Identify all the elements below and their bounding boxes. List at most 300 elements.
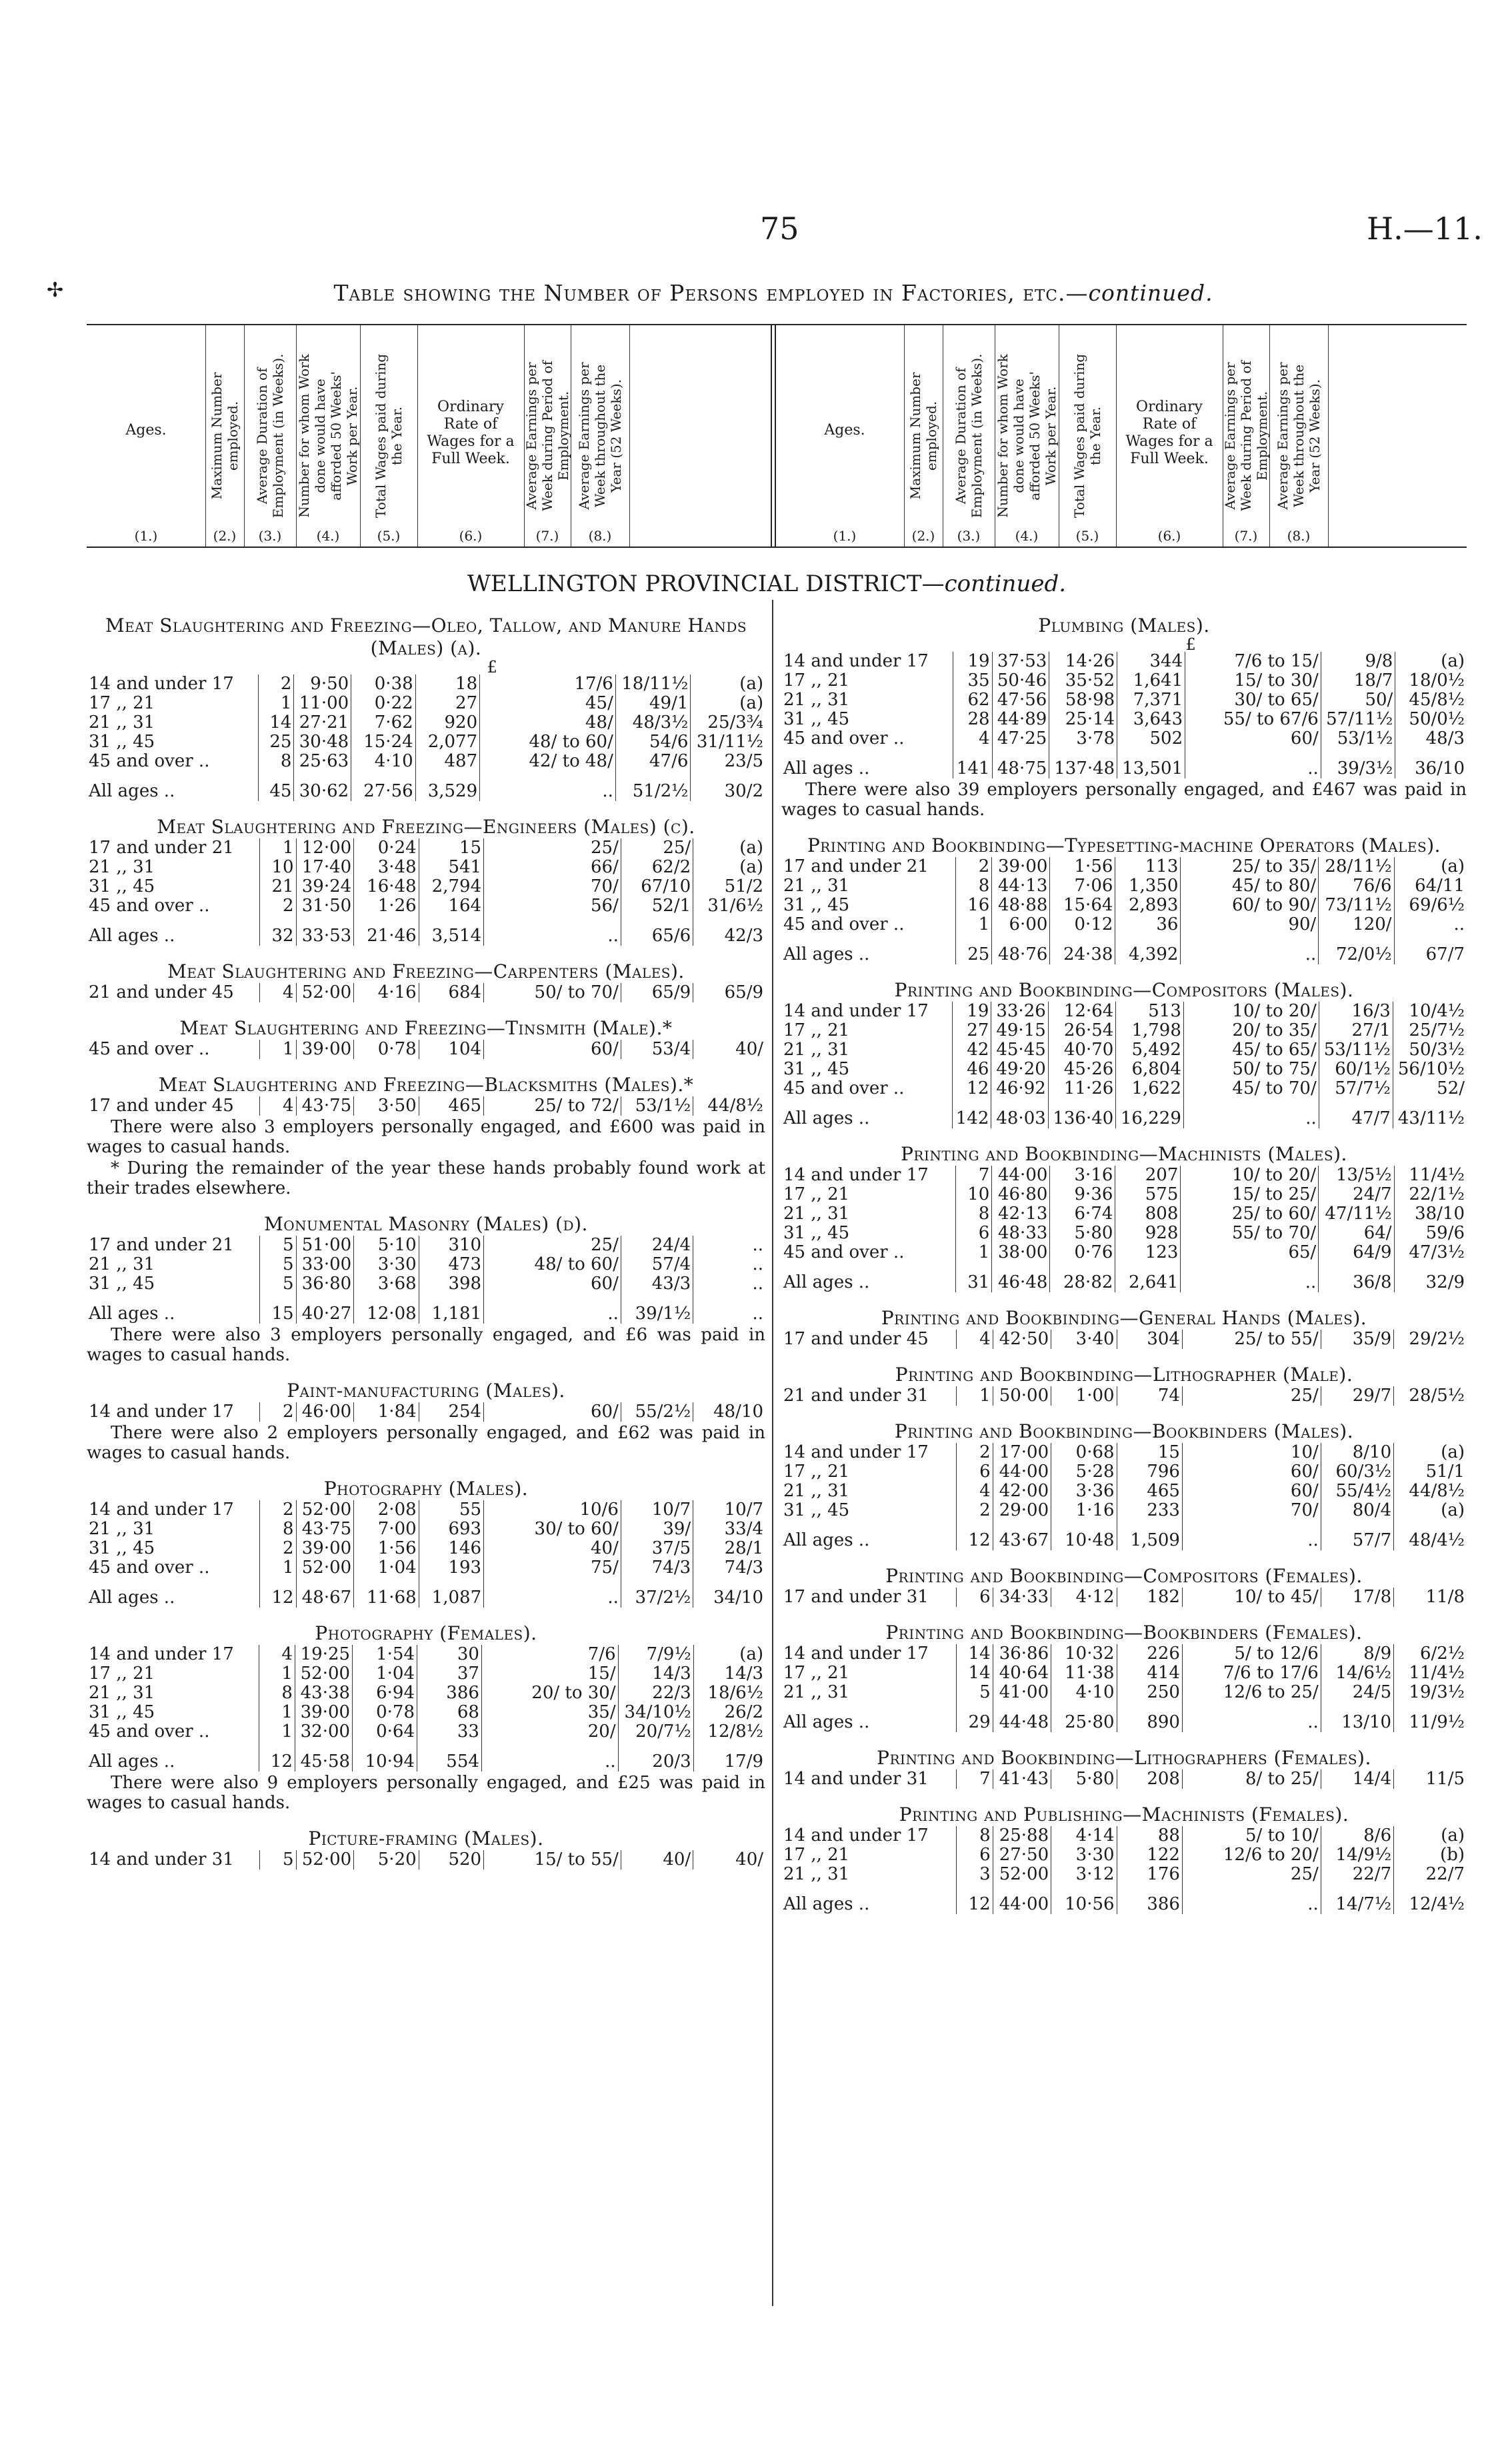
total-row bbox=[781, 934, 1467, 964]
value-cell: 6 bbox=[955, 1224, 991, 1243]
value-cell: 11/4½ bbox=[1394, 1664, 1467, 1683]
value-cell: (a) bbox=[1394, 1501, 1467, 1520]
table-row bbox=[87, 1539, 765, 1558]
value-cell: 25·63 bbox=[294, 752, 351, 771]
column-header-7: Average Earnings per Week during Period of Employment. (7.) bbox=[1223, 325, 1270, 547]
value-cell: 44·48 bbox=[993, 1702, 1051, 1732]
value-cell: 50·46 bbox=[992, 671, 1049, 690]
value-cell: 25/ to 60/ bbox=[1181, 1204, 1319, 1224]
value-cell: 35·52 bbox=[1049, 671, 1117, 690]
column-header-1: Ages. (1.) bbox=[87, 325, 206, 547]
age-cell: 21 ,, 31 bbox=[89, 1254, 155, 1274]
value-cell: 4·10 bbox=[1051, 1683, 1117, 1702]
data-table bbox=[781, 1443, 1467, 1550]
value-cell: (a) bbox=[1394, 1826, 1467, 1846]
data-table bbox=[87, 838, 765, 946]
total-row bbox=[781, 1098, 1467, 1128]
table-row bbox=[781, 1588, 1467, 1607]
data-table bbox=[781, 1588, 1467, 1607]
table-row bbox=[781, 1224, 1467, 1243]
value-cell: 37/5 bbox=[621, 1539, 693, 1558]
value-cell: 0·78 bbox=[354, 1040, 419, 1059]
value-cell: 27 bbox=[952, 1021, 991, 1040]
value-cell: 27/1 bbox=[1319, 1021, 1393, 1040]
value-cell: .. bbox=[693, 1294, 765, 1324]
value-cell: 10/7 bbox=[693, 1500, 765, 1520]
value-cell: 2·08 bbox=[354, 1500, 419, 1520]
value-cell: 29·00 bbox=[993, 1501, 1051, 1520]
age-cell: 21 ,, 31 bbox=[783, 1040, 850, 1060]
value-cell: 2 bbox=[956, 1501, 993, 1520]
value-cell: 15/ to 30/ bbox=[1185, 671, 1321, 690]
value-cell: 20/ to 30/ bbox=[481, 1684, 618, 1703]
value-cell: 40/ bbox=[484, 1539, 621, 1558]
data-table bbox=[781, 1330, 1467, 1349]
value-cell: 51/2 bbox=[693, 877, 765, 896]
age-cell: 45 and over .. bbox=[783, 728, 905, 748]
value-cell: 39·00 bbox=[296, 1539, 354, 1558]
table-row bbox=[781, 876, 1467, 896]
value-cell: 41·43 bbox=[993, 1770, 1051, 1789]
value-cell: 16/3 bbox=[1319, 1002, 1393, 1021]
value-cell: 10·56 bbox=[1051, 1884, 1117, 1914]
value-cell: 6·74 bbox=[1050, 1204, 1115, 1224]
value-cell: 52·00 bbox=[296, 1500, 354, 1520]
age-cell: 45 and over .. bbox=[783, 1242, 905, 1262]
value-cell: 5·80 bbox=[1050, 1224, 1115, 1243]
value-cell: (a) bbox=[691, 694, 765, 713]
value-cell: 12/6 to 25/ bbox=[1182, 1683, 1321, 1702]
column-header-2: Maximum Number employed. (2.) bbox=[904, 325, 943, 547]
value-cell: 52/ bbox=[1393, 1079, 1467, 1098]
value-cell: 4 bbox=[259, 1645, 295, 1664]
value-cell: 13/5½ bbox=[1319, 1166, 1394, 1185]
value-cell: 59/6 bbox=[1394, 1224, 1467, 1243]
age-cell: All ages .. bbox=[89, 1304, 175, 1324]
table-row bbox=[781, 1079, 1467, 1098]
value-cell: 1 bbox=[260, 1558, 296, 1578]
table-title: Table showing the Number of Persons employed in Factories, etc.—continued. bbox=[333, 280, 1213, 306]
age-cell: 21 ,, 31 bbox=[783, 1682, 850, 1702]
value-cell: 20/7½ bbox=[618, 1722, 693, 1742]
value-cell: 26/2 bbox=[693, 1703, 765, 1722]
value-cell: 104 bbox=[419, 1040, 483, 1059]
age-cell: 14 and under 31 bbox=[783, 1769, 929, 1789]
value-cell: 1·84 bbox=[354, 1402, 419, 1422]
value-cell: 24/7 bbox=[1319, 1185, 1394, 1204]
age-cell: 21 ,, 31 bbox=[783, 1481, 850, 1501]
value-cell: 51/2½ bbox=[615, 771, 691, 801]
value-cell: 5 bbox=[260, 1255, 296, 1274]
value-cell: 19·25 bbox=[295, 1645, 352, 1664]
value-cell: 36 bbox=[1115, 915, 1181, 934]
value-cell: (b) bbox=[1394, 1846, 1467, 1865]
age-cell: 21 ,, 31 bbox=[783, 1204, 850, 1224]
value-cell: 56/ bbox=[484, 896, 621, 916]
value-cell: 6,804 bbox=[1116, 1060, 1184, 1079]
value-cell: 10·94 bbox=[353, 1742, 417, 1772]
value-cell: 57/7 bbox=[1321, 1520, 1393, 1550]
value-cell: 304 bbox=[1117, 1330, 1182, 1349]
table-row bbox=[87, 713, 765, 732]
value-cell: 4·10 bbox=[351, 752, 415, 771]
age-cell: 31 ,, 45 bbox=[783, 1059, 850, 1079]
value-cell: 7·62 bbox=[351, 713, 415, 732]
table-section bbox=[781, 1307, 1467, 1349]
section-title: Printing and Bookbinding—Machinists (Males). bbox=[901, 1143, 1347, 1165]
table-section bbox=[87, 1478, 765, 1608]
value-cell: 76/6 bbox=[1319, 876, 1394, 896]
table-row bbox=[87, 1096, 765, 1116]
section-note: There were also 39 employers personally engaged, and £467 was paid in wages to casual hands. bbox=[781, 780, 1467, 820]
table-section bbox=[87, 1213, 765, 1365]
value-cell: 2 bbox=[260, 1539, 296, 1558]
age-cell: 17 ,, 21 bbox=[783, 1845, 850, 1865]
data-table bbox=[87, 1500, 765, 1608]
table-row bbox=[87, 1040, 765, 1059]
value-cell: 74/3 bbox=[621, 1558, 693, 1578]
value-cell: 17/8 bbox=[1321, 1588, 1393, 1607]
value-cell: 1·04 bbox=[354, 1558, 419, 1578]
value-cell: 43/11½ bbox=[1393, 1098, 1467, 1128]
value-cell: 0·76 bbox=[1050, 1243, 1115, 1262]
table-row bbox=[781, 1501, 1467, 1520]
table-section bbox=[781, 1364, 1467, 1406]
value-cell: 3·30 bbox=[354, 1255, 419, 1274]
value-cell: 11·00 bbox=[294, 694, 351, 713]
value-cell: 65/9 bbox=[693, 983, 765, 1002]
section-title: Printing and Bookbinding—Bookbinders (Females). bbox=[885, 1622, 1363, 1644]
value-cell: .. bbox=[484, 916, 621, 946]
data-table bbox=[781, 857, 1467, 964]
column-header-3: Average Duration of Employment (in Weeks). (3.) bbox=[244, 325, 297, 547]
section-title: Meat Slaughtering and Freezing—Blacksmiths (Males).* bbox=[158, 1074, 694, 1096]
value-cell: 920 bbox=[415, 713, 479, 732]
value-cell: 2 bbox=[956, 1443, 993, 1462]
total-row bbox=[781, 1520, 1467, 1550]
value-cell: 796 bbox=[1117, 1462, 1182, 1482]
value-cell: .. bbox=[1185, 748, 1321, 778]
value-cell: 20/ bbox=[481, 1722, 618, 1742]
value-cell: 12 bbox=[259, 1742, 295, 1772]
table-row bbox=[781, 1482, 1467, 1501]
value-cell: 12 bbox=[956, 1520, 993, 1550]
value-cell: 15/ to 55/ bbox=[484, 1850, 621, 1869]
table-row bbox=[781, 1443, 1467, 1462]
age-cell: 17 ,, 21 bbox=[89, 693, 155, 713]
age-cell: 17 and under 45 bbox=[783, 1329, 929, 1349]
value-cell: 65/6 bbox=[621, 916, 693, 946]
value-cell: 39/1½ bbox=[621, 1294, 693, 1324]
value-cell: 113 bbox=[1115, 857, 1181, 876]
value-cell: .. bbox=[693, 1274, 765, 1294]
value-cell: 15 bbox=[419, 838, 483, 858]
value-cell: 55 bbox=[419, 1500, 483, 1520]
value-cell: 11·38 bbox=[1051, 1664, 1117, 1683]
data-table bbox=[87, 1236, 765, 1324]
value-cell: 9·36 bbox=[1050, 1185, 1115, 1204]
pound-unit-label: £ bbox=[487, 658, 497, 676]
value-cell: 3·50 bbox=[354, 1096, 419, 1116]
value-cell: 34·33 bbox=[993, 1588, 1051, 1607]
section-title: Meat Slaughtering and Freezing—Carpenters (Males). bbox=[167, 960, 685, 982]
total-row bbox=[781, 1702, 1467, 1732]
column-header-4: Number for whom Work done would have afforded 50 Weeks' Work per Year. (4.) bbox=[296, 325, 361, 547]
value-cell: 50/0½ bbox=[1395, 710, 1467, 729]
value-cell: 30/ to 65/ bbox=[1185, 690, 1321, 710]
value-cell: 520 bbox=[419, 1850, 483, 1869]
value-cell: 48/ bbox=[480, 713, 616, 732]
value-cell: 808 bbox=[1115, 1204, 1181, 1224]
data-table bbox=[781, 1826, 1467, 1914]
value-cell: 28/5½ bbox=[1394, 1386, 1467, 1406]
value-cell: (a) bbox=[693, 838, 765, 858]
value-cell: 14 bbox=[956, 1644, 993, 1664]
value-cell: 15/ bbox=[481, 1664, 618, 1684]
data-table bbox=[781, 1166, 1467, 1292]
value-cell: 48/4½ bbox=[1394, 1520, 1467, 1550]
value-cell: 60/ bbox=[1185, 729, 1321, 748]
value-cell: 12·64 bbox=[1048, 1002, 1116, 1021]
value-cell: 17·00 bbox=[993, 1443, 1051, 1462]
value-cell: 7/9½ bbox=[618, 1645, 693, 1664]
value-cell: 40·70 bbox=[1048, 1040, 1116, 1060]
age-cell: 45 and over .. bbox=[89, 1722, 210, 1742]
table-row bbox=[781, 1846, 1467, 1865]
value-cell: 58·98 bbox=[1049, 690, 1117, 710]
value-cell: 33·00 bbox=[296, 1255, 354, 1274]
age-cell: 21 and under 45 bbox=[89, 982, 234, 1002]
value-cell: 53/4 bbox=[621, 1040, 693, 1059]
value-cell: 136·40 bbox=[1048, 1098, 1116, 1128]
value-cell: 45/ bbox=[480, 694, 616, 713]
value-cell: 60/ bbox=[1182, 1482, 1321, 1501]
age-cell: 14 and under 17 bbox=[783, 1644, 929, 1664]
value-cell: 19/3½ bbox=[1394, 1683, 1467, 1702]
value-cell: 928 bbox=[1115, 1224, 1181, 1243]
age-cell: 21 ,, 31 bbox=[783, 876, 850, 896]
value-cell: 3·40 bbox=[1051, 1330, 1117, 1349]
value-cell: 344 bbox=[1117, 652, 1185, 671]
data-table bbox=[87, 1402, 765, 1422]
value-cell: 44·00 bbox=[993, 1884, 1051, 1914]
value-cell: 1 bbox=[956, 1386, 993, 1406]
data-table bbox=[781, 1002, 1467, 1128]
value-cell: 22/7 bbox=[1394, 1865, 1467, 1884]
age-cell: 31 ,, 45 bbox=[89, 1274, 155, 1294]
value-cell: 31/11½ bbox=[691, 732, 765, 752]
value-cell: 34/10½ bbox=[618, 1703, 693, 1722]
age-cell: 17 and under 31 bbox=[783, 1587, 929, 1607]
age-cell: 45 and over .. bbox=[783, 1078, 905, 1098]
value-cell: 8/10 bbox=[1321, 1443, 1393, 1462]
value-cell: 1,087 bbox=[419, 1578, 483, 1608]
table-row bbox=[87, 1402, 765, 1422]
age-cell: 14 and under 17 bbox=[783, 1826, 929, 1846]
value-cell: .. bbox=[1181, 934, 1319, 964]
value-cell: 45/ to 65/ bbox=[1183, 1040, 1319, 1060]
table-row bbox=[87, 1664, 765, 1684]
value-cell: 53/1½ bbox=[621, 1096, 693, 1116]
table-row bbox=[87, 1645, 765, 1664]
value-cell: 465 bbox=[1117, 1482, 1182, 1501]
value-cell: 5·10 bbox=[354, 1236, 419, 1255]
value-cell: 554 bbox=[417, 1742, 482, 1772]
value-cell: 48/10 bbox=[693, 1402, 765, 1422]
value-cell: 176 bbox=[1117, 1865, 1182, 1884]
value-cell: 8 bbox=[259, 1684, 295, 1703]
value-cell: 12/4½ bbox=[1394, 1884, 1467, 1914]
district-heading: WELLINGTON PROVINCIAL DISTRICT—continued. bbox=[467, 571, 1067, 597]
section-note: * During the remainder of the year these hands probably found work at their trades elsewhere. bbox=[87, 1158, 765, 1198]
value-cell: 233 bbox=[1117, 1501, 1182, 1520]
value-cell: 14/9½ bbox=[1321, 1846, 1393, 1865]
table-row bbox=[781, 896, 1467, 915]
value-cell: 44·00 bbox=[993, 1462, 1051, 1482]
value-cell: 15·64 bbox=[1050, 896, 1115, 915]
value-cell: 66/ bbox=[484, 858, 621, 877]
value-cell: 44·00 bbox=[992, 1166, 1050, 1185]
section-title: Meat Slaughtering and Freezing—Oleo, Tallow, and Manure Hands (Males) (a). bbox=[105, 615, 747, 659]
value-cell: 44/8½ bbox=[1394, 1482, 1467, 1501]
value-cell: 890 bbox=[1117, 1702, 1182, 1732]
value-cell: 53/11½ bbox=[1319, 1040, 1393, 1060]
value-cell: 1,509 bbox=[1117, 1520, 1182, 1550]
value-cell: 5 bbox=[956, 1683, 993, 1702]
table-row bbox=[781, 1166, 1467, 1185]
age-cell: 21 ,, 31 bbox=[783, 690, 850, 710]
value-cell: 42 bbox=[952, 1040, 991, 1060]
value-cell: 12·00 bbox=[296, 838, 354, 858]
table-row bbox=[87, 838, 765, 858]
value-cell: .. bbox=[693, 1236, 765, 1255]
value-cell: 1 bbox=[259, 1722, 295, 1742]
section-note: There were also 9 employers personally engaged, and £25 was paid in wages to casual hands. bbox=[87, 1773, 765, 1813]
value-cell: 141 bbox=[953, 748, 992, 778]
value-cell: 25/ bbox=[1182, 1865, 1321, 1884]
value-cell: 2,077 bbox=[415, 732, 479, 752]
value-cell: 11/5 bbox=[1394, 1770, 1467, 1789]
table-row bbox=[87, 877, 765, 896]
value-cell: 74 bbox=[1117, 1386, 1182, 1406]
value-cell: 54/6 bbox=[615, 732, 691, 752]
table-row bbox=[781, 729, 1467, 748]
value-cell: 3·30 bbox=[1051, 1846, 1117, 1865]
value-cell: 2 bbox=[955, 857, 991, 876]
value-cell: 60/ bbox=[484, 1402, 621, 1422]
age-cell: 17 and under 21 bbox=[89, 838, 234, 858]
table-row bbox=[87, 752, 765, 771]
value-cell: 52/1 bbox=[621, 896, 693, 916]
value-cell: 15 bbox=[260, 1294, 296, 1324]
value-cell: 36·80 bbox=[296, 1274, 354, 1294]
value-cell: (a) bbox=[693, 858, 765, 877]
value-cell: 1 bbox=[955, 1243, 991, 1262]
section-note: There were also 3 employers personally engaged, and £6 was paid in wages to casual hands. bbox=[87, 1325, 765, 1365]
value-cell: 10/ to 45/ bbox=[1182, 1588, 1321, 1607]
value-cell: 65/9 bbox=[621, 983, 693, 1002]
table-row bbox=[781, 1243, 1467, 1262]
margin-mark-icon: ✢ bbox=[47, 279, 64, 302]
value-cell: 18/7 bbox=[1321, 671, 1395, 690]
value-cell: 19 bbox=[952, 1002, 991, 1021]
data-table bbox=[781, 1644, 1467, 1732]
value-cell: 53/1½ bbox=[1321, 729, 1395, 748]
value-cell: 27 bbox=[415, 694, 479, 713]
age-cell: All ages .. bbox=[89, 926, 175, 946]
value-cell: 2,893 bbox=[1115, 896, 1181, 915]
value-cell: 48·76 bbox=[992, 934, 1050, 964]
value-cell: 10·48 bbox=[1051, 1520, 1117, 1550]
value-cell: 33·26 bbox=[991, 1002, 1048, 1021]
value-cell: 8 bbox=[260, 1520, 296, 1539]
value-cell: 3·12 bbox=[1051, 1865, 1117, 1884]
value-cell: 25/ to 55/ bbox=[1182, 1330, 1321, 1349]
value-cell: 42·13 bbox=[992, 1204, 1050, 1224]
age-cell: All ages .. bbox=[89, 1752, 175, 1772]
value-cell: 33·53 bbox=[296, 916, 354, 946]
value-cell: 3·48 bbox=[354, 858, 419, 877]
value-cell: 11·68 bbox=[354, 1578, 419, 1608]
value-cell: 8/9 bbox=[1321, 1644, 1393, 1664]
value-cell: 693 bbox=[419, 1520, 483, 1539]
table-section bbox=[87, 1380, 765, 1463]
table-row bbox=[781, 1330, 1467, 1349]
table-row bbox=[87, 1500, 765, 1520]
value-cell: 1·56 bbox=[354, 1539, 419, 1558]
table-row bbox=[87, 1255, 765, 1274]
value-cell: 75/ bbox=[484, 1558, 621, 1578]
table-row bbox=[781, 1002, 1467, 1021]
value-cell: 48/ to 60/ bbox=[480, 732, 616, 752]
age-cell: All ages .. bbox=[783, 1272, 870, 1292]
value-cell: 20/ to 35/ bbox=[1183, 1021, 1319, 1040]
value-cell: 48·33 bbox=[992, 1224, 1050, 1243]
data-table bbox=[87, 1645, 765, 1772]
column-header-2: Maximum Number employed. (2.) bbox=[205, 325, 245, 547]
column-header-7: Average Earnings per Week during Period of Employment. (7.) bbox=[524, 325, 571, 547]
age-cell: 31 ,, 45 bbox=[89, 1702, 155, 1722]
age-cell: 14 and under 17 bbox=[89, 1402, 234, 1422]
column-header-5: Total Wages paid during the Year. (5.) bbox=[360, 325, 418, 547]
section-title: Paint-manufacturing (Males). bbox=[287, 1380, 565, 1402]
value-cell: 7·00 bbox=[354, 1520, 419, 1539]
value-cell: 1·56 bbox=[1050, 857, 1115, 876]
value-cell: 27·56 bbox=[351, 771, 415, 801]
value-cell: 1,641 bbox=[1117, 671, 1185, 690]
value-cell: 80/4 bbox=[1321, 1501, 1393, 1520]
value-cell: 28/1 bbox=[693, 1539, 765, 1558]
table-row bbox=[781, 915, 1467, 934]
value-cell: 28·82 bbox=[1050, 1262, 1115, 1292]
table-row bbox=[781, 1185, 1467, 1204]
value-cell: 67/7 bbox=[1394, 934, 1467, 964]
value-cell: 35/ bbox=[481, 1703, 618, 1722]
age-cell: All ages .. bbox=[89, 781, 175, 801]
value-cell: 12/8½ bbox=[693, 1722, 765, 1742]
age-cell: 17 and under 21 bbox=[89, 1235, 234, 1255]
value-cell: 20/3 bbox=[618, 1742, 693, 1772]
table-row bbox=[781, 1644, 1467, 1664]
value-cell: 24·38 bbox=[1050, 934, 1115, 964]
value-cell: 3·36 bbox=[1051, 1482, 1117, 1501]
value-cell: 49·20 bbox=[991, 1060, 1048, 1079]
table-row bbox=[87, 674, 765, 694]
value-cell: 43·75 bbox=[296, 1096, 354, 1116]
value-cell: (a) bbox=[1394, 1443, 1467, 1462]
value-cell: 254 bbox=[419, 1402, 483, 1422]
table-section bbox=[781, 834, 1467, 964]
